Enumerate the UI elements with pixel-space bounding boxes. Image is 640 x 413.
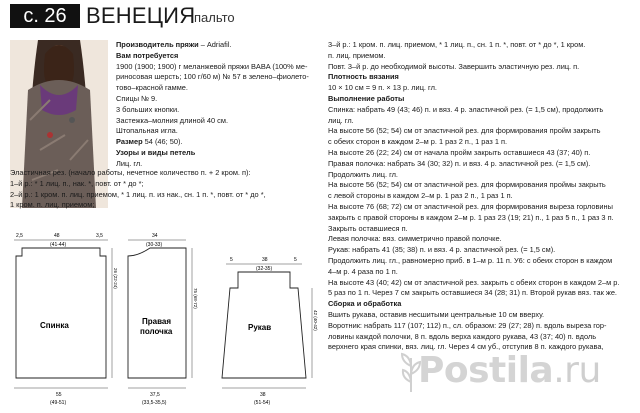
producer-label: Производитель пряжи	[116, 40, 199, 49]
text-line: 5 раз по 1 п. Через 7 см закрыть оставшиеся 34 (28; 31) п. Второй рукав вяз. так же.	[328, 288, 617, 298]
text-line: п. лиц. приемом.	[328, 50, 386, 60]
page-title: ВЕНЕЦИЯ	[86, 3, 196, 28]
rib-line: 1–й р.: * 1 лиц. п., нак. *, повт. от * до *;	[10, 178, 144, 188]
dim-label: 3,5	[96, 233, 103, 239]
text-line: Закрыть оставшиеся п.	[328, 223, 408, 233]
dim-label: 26 (22-24)	[113, 268, 118, 289]
dim-label: (51-54)	[254, 400, 271, 406]
patterns-label: Узоры и виды петель	[116, 147, 196, 157]
instructions-block	[328, 40, 632, 353]
pattern-diagrams	[10, 228, 320, 410]
text-line: 3–й р.: 1 кром. п. лиц. приемом, * 1 лиц. п., сн. 1 п. *, повт. от * до *, 1 кром.	[328, 40, 586, 49]
page-subtitle: пальто	[194, 10, 235, 25]
zipper-line: Застежка–молния длиной 40 см.	[116, 115, 228, 125]
dim-label: 48	[54, 233, 60, 239]
pattern-line: Лиц. гл.	[116, 158, 143, 168]
text-line: Продолжить лиц. гл., равномерно приб. в 1–м р. 11 п. У6: с обеих сторон в каждом	[328, 255, 613, 265]
size-value: 54 (46; 50).	[142, 137, 183, 147]
front-label: полочка	[140, 327, 173, 336]
yarn-line: риносовая шерсть; 100 г/60 м) № 57 в зелено–фиолето-	[116, 72, 309, 82]
text-line: Правая полочка: набрать 34 (30; 32) п. и вяз. 4 р. эластичной рез. (= 1,5 см).	[328, 158, 591, 168]
watermark-logo	[418, 350, 601, 391]
back-pattern	[14, 233, 118, 406]
producer-value: – Adriafil.	[198, 40, 232, 49]
text-line: На высоте 26 (22; 24) см от начала пройм закрыть оставшиеся 43 (37; 40) п.	[328, 147, 591, 157]
dim-label: (30-33)	[146, 242, 163, 248]
text-line: На высоте 76 (68; 72) см от эластичной рез. для формирования выреза горловины	[328, 201, 613, 211]
text-line: закрыть с правой стороны в каждом 2–м р. 1 раз 23 (19; 21) п., 1 раз 5 п., 1 раз 3 п.	[328, 212, 614, 222]
dim-label: 38	[262, 257, 268, 263]
dim-label: 5	[294, 257, 297, 263]
text-line: 4–м р. 4 раза по 1 п.	[328, 266, 398, 276]
dim-label: (32-35)	[256, 266, 273, 272]
text-line: верхнего края спинки, вяз. лиц. гл. Через 4 см уб., отступив 8 п. каждого рукава,	[328, 342, 604, 352]
watermark-brand: Postila	[418, 350, 554, 391]
text-line: Продолжить лиц. гл.	[328, 169, 398, 179]
back-label: Спинка	[40, 321, 69, 330]
needle2-line: Штопальная игла.	[116, 126, 178, 136]
rib-line: 2–й р.: 1 кром. п. лиц. приемом, * 1 лиц. п. из нак., сн. 1 п. *, повт. от * до *,	[10, 189, 266, 199]
dim-label: 75 (68-72)	[193, 288, 198, 309]
front-pattern	[128, 233, 198, 406]
dim-label: 34	[152, 233, 158, 239]
text-line: Спинка: набрать 49 (43; 46) п. и вяз. 4 р. эластичной рез. (= 1,5 см), продолжить	[328, 104, 604, 114]
text-line: Вшить рукава, оставив несшитыми центральные 10 см вверху.	[328, 309, 545, 319]
text-line: На высоте 43 (40; 42) см от эластичной рез. закрыть с обеих сторон в каждом 2–м р.	[328, 277, 620, 287]
text-line: с левой стороны в каждом 2–м р. 1 раз 2 п., 1 раз 1 п.	[328, 191, 513, 201]
need-label: Вам потребуется	[116, 50, 179, 60]
page-number-badge: с. 26	[10, 4, 80, 28]
dim-label: 38	[260, 392, 266, 398]
dim-label: (49-51)	[50, 400, 67, 406]
yarn-line: тово–красной гамме.	[116, 83, 188, 93]
text-line: На высоте 56 (52; 54) см от эластичной рез. для формирования проймы закрыть	[328, 180, 606, 190]
rib-block	[10, 168, 315, 211]
buttons-line: 3 больших кнопки.	[116, 104, 180, 114]
watermark-suffix: .ru	[553, 350, 601, 391]
needles-line: Спицы № 9.	[116, 93, 158, 103]
text-line: с обеих сторон в каждом 2–м р. 1 раз 2 п., 1 раз 1 п.	[328, 137, 508, 147]
dim-label: 2,5	[16, 233, 23, 239]
front-label: Правая	[142, 317, 172, 326]
dim-label: (33,5-35,5)	[142, 400, 167, 406]
text-line: Воротник: набрать 117 (107; 112) п., сл. образом: 29 (27; 28) п. вдоль выреза гор-	[328, 320, 607, 330]
density-label: Плотность вязания	[328, 72, 399, 82]
size-label: Размер	[116, 137, 143, 147]
dim-label: (41-44)	[50, 242, 67, 248]
text-line: На высоте 56 (52; 54) см от эластичной рез. для формирования пройм закрыть	[328, 126, 601, 136]
yarn-line: 1900 (1900; 1900) г меланжевой пряжи BABA (100% ме-	[116, 61, 308, 71]
dim-label: 42 (40-42)	[313, 310, 318, 331]
dim-label: 5	[230, 257, 233, 263]
sleeve-pattern	[222, 257, 318, 406]
work-label: Выполнение работы	[328, 93, 405, 103]
sleeve-label: Рукав	[248, 323, 272, 332]
text-line: ловины каждой полочки, 8 п. вдоль верха каждого рукава, 43 (37; 40) п. вдоль	[328, 331, 597, 341]
dim-label: 37,5	[150, 392, 160, 398]
text-line: Рукав: набрать 41 (35; 38) п. и вяз. 4 р. эластичной рез. (= 1,5 см).	[328, 245, 556, 255]
text-line: Повт. 3–й р. до необходимой высоты. Завершить эластичную рез. лиц. п.	[328, 61, 580, 71]
dim-label: 55	[56, 392, 62, 398]
rib-line: Эластичная рез. (начало работы, нечетное количество п. + 2 кром. п):	[10, 168, 251, 177]
rib-line: 1 кром. п. лиц. приемом;	[10, 200, 95, 210]
assembly-label: Сборка и обработка	[328, 299, 402, 309]
text-line: лиц. гл.	[328, 115, 354, 125]
materials-block	[116, 40, 316, 170]
density-value: 10 × 10 см = 9 п. × 13 р. лиц. гл.	[328, 83, 437, 93]
text-line: Левая полочка: вяз. симметрично правой полочке.	[328, 234, 502, 244]
